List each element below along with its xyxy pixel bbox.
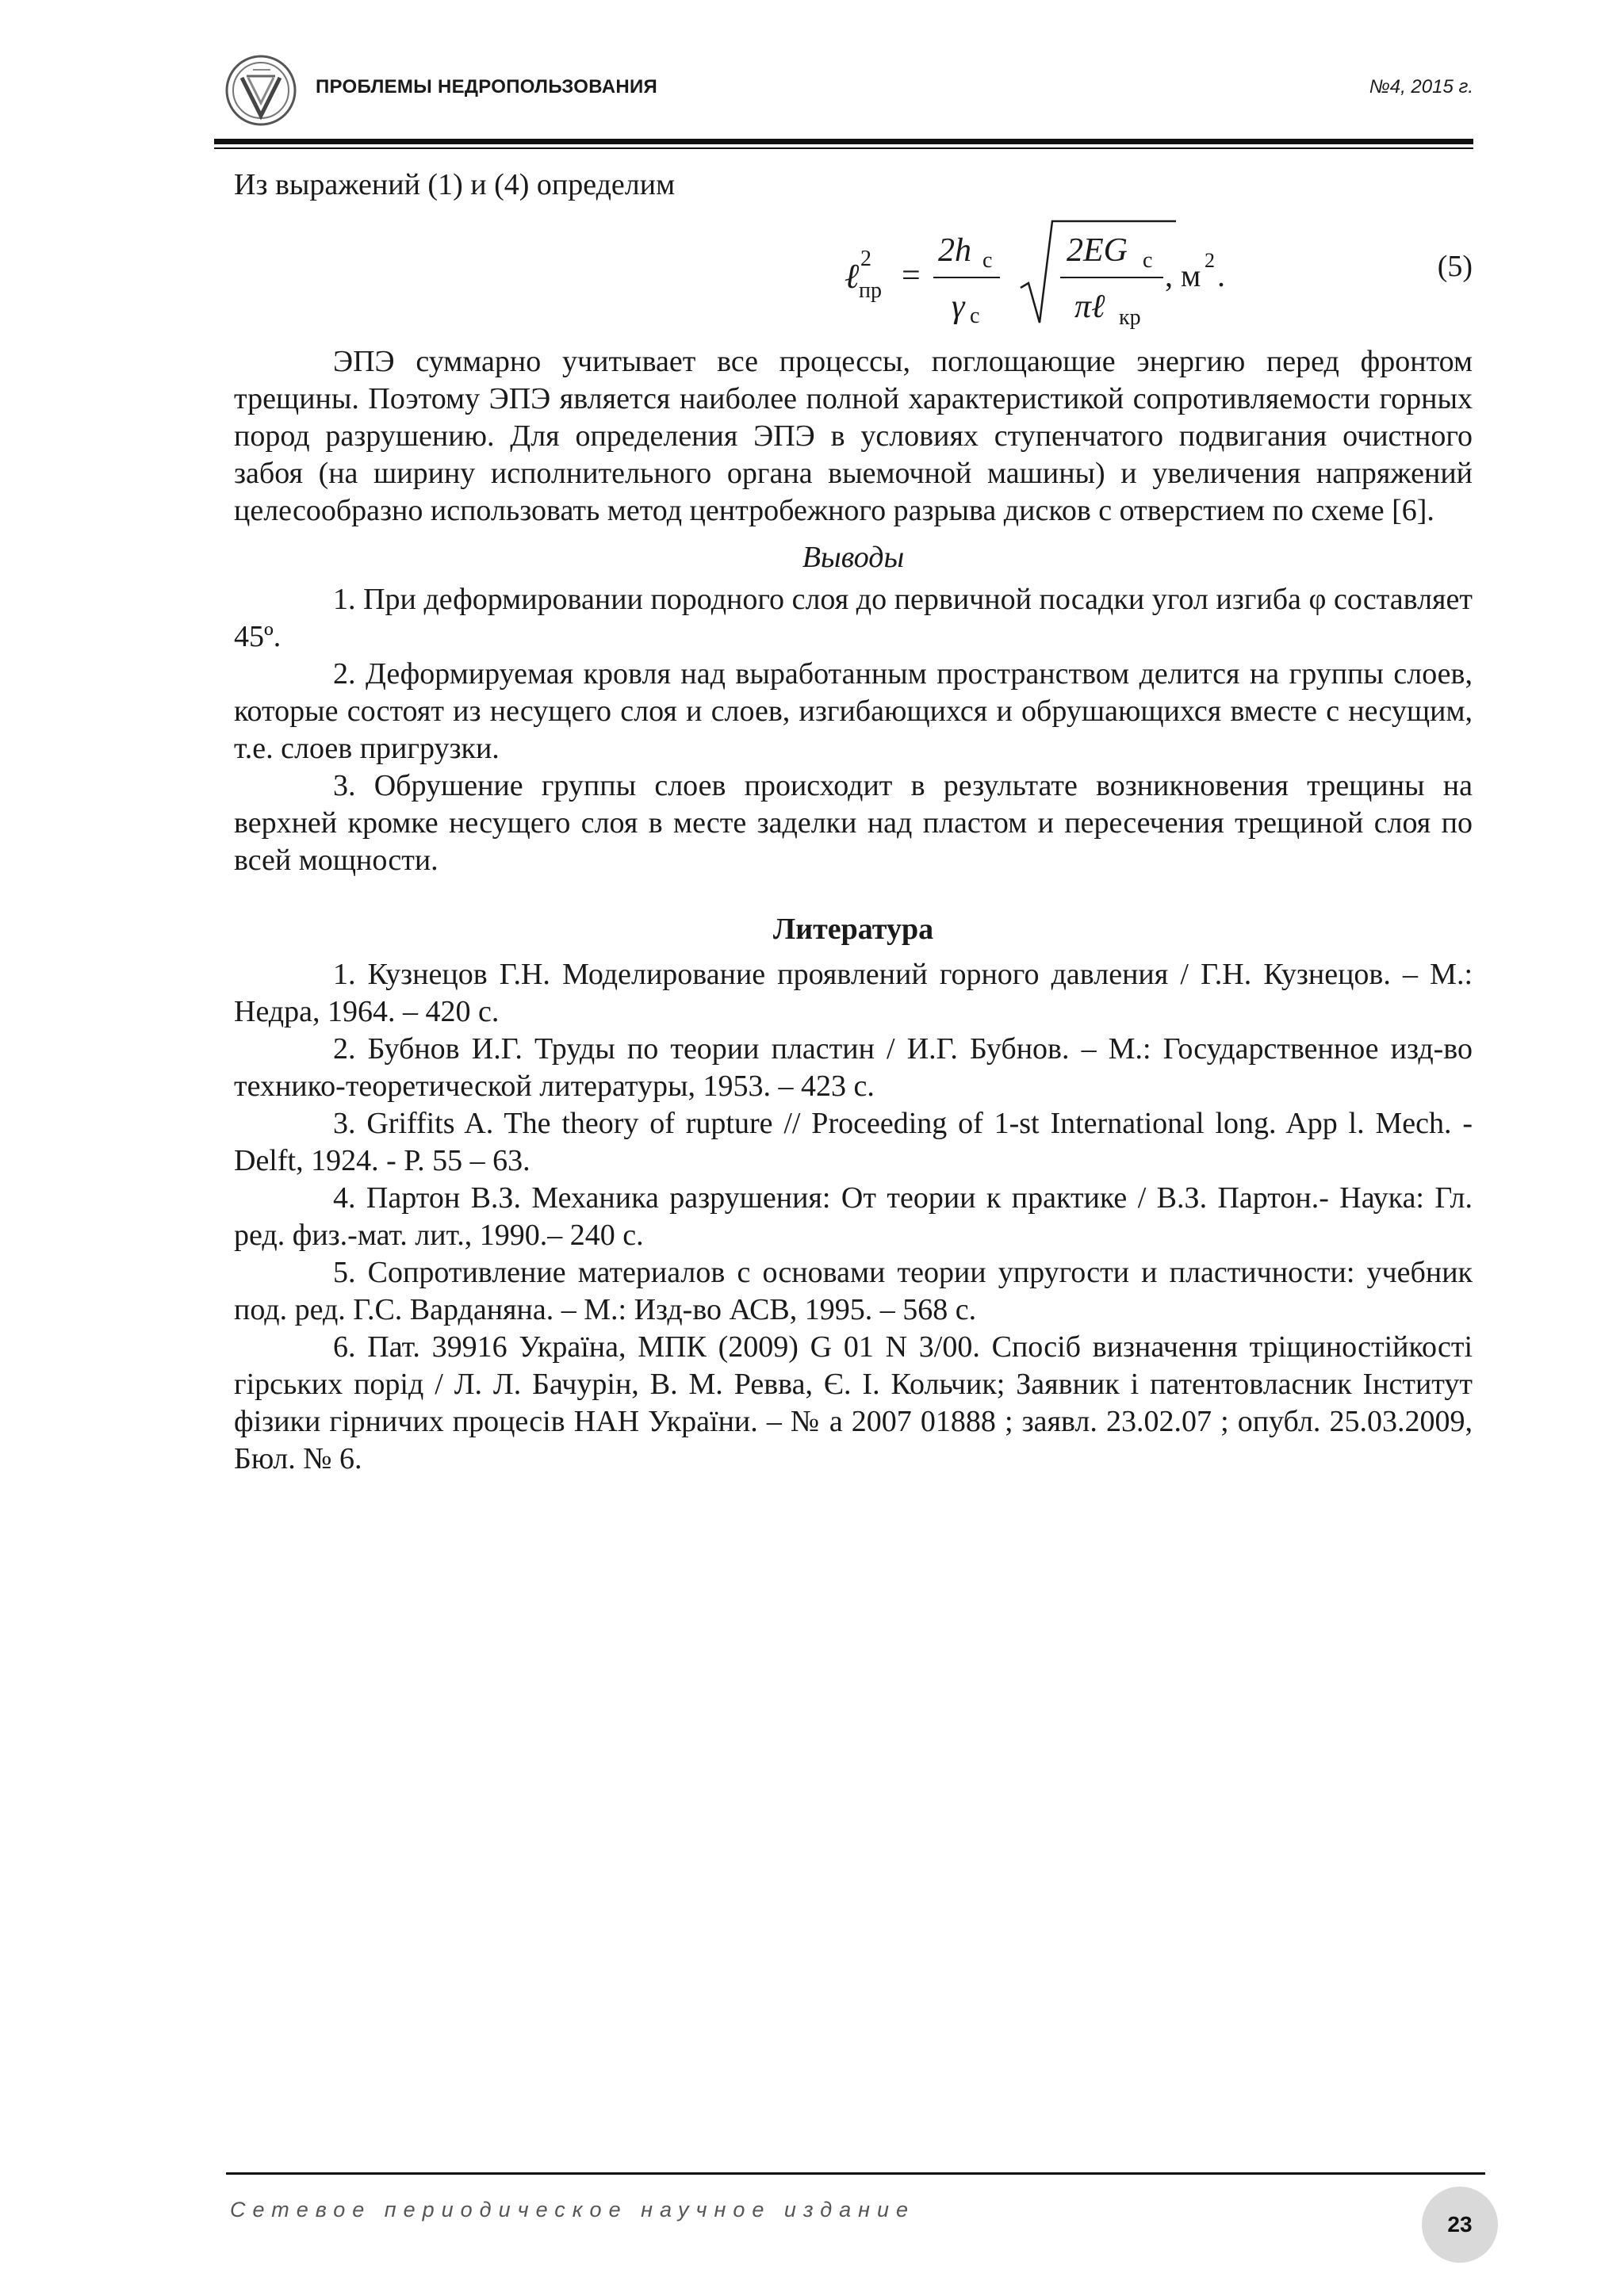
conclusion-item: 3. Обрушение группы слоев происходит в результате возникновения трещины на верхней кромке несущего слоя в месте заделки над пластом и пересечения трещиной слоя по всей мощности. [234,769,1473,877]
page-number: 23 [1447,2212,1473,2237]
issue-label: №4, 2015 г. [1369,76,1473,98]
frac2-numerator-sub: с [1143,248,1153,273]
footer-rule [226,2172,1485,2175]
frac1-numerator-sub: с [982,248,993,273]
frac1-numerator: 2h [938,232,971,269]
footer-tagline: Сетевое периодическое научное издание [230,2198,916,2221]
references-heading: Литература [772,913,934,946]
journal-logo [224,54,297,127]
frac2-denominator: πℓ [1074,289,1105,325]
epe-paragraph: ЭПЭ суммарно учитывает все процессы, поглощающие энергию перед фронтом трещины. Поэтому ЭПЭ является наиболее полной характеристикой сопротивляемости горных пород разрушению. Для определения ЭПЭ в условиях ступенчатого подвигания очистного забоя (на ширину исполнительного органа выемочной машины) и увеличения напряжений целесообразно использовать метод центробежного разрыва дисков с отверстием по схеме [6]. [234,345,1473,527]
formula [646,218,1328,329]
reference-item: 2. Бубнов И.Г. Труды по теории пластин / И.Г. Бубнов. – М.: Государственное изд-во технико-теоретической литературы, 1953. – 423 с. [234,1032,1473,1103]
equation-number: (5) [1437,250,1473,283]
formula-lhs-sub: пр [859,278,882,303]
conclusion-item: 1. При деформировании породного слоя до первичной посадки угол изгиба φ составляет 45º. [234,583,1473,653]
conclusions-heading: Выводы [802,541,905,574]
formula-equals: = [902,258,921,294]
formula-lhs: ℓ [845,257,860,296]
formula-unit-end: . [1217,258,1225,293]
page-content [234,166,1473,1478]
conclusion-item: 2. Деформируемая кровля над выработанным пространством делится на группы слоев, которые состоят из несущего слоя и слоев, изгибающихся и обрушающихся вместе с несущим, т.е. слоев пригрузки. [234,657,1473,765]
intro-line: Из выражений (1) и (4) определим [234,168,676,201]
frac1-denominator-sub: с [970,304,980,328]
journal-title: ПРОБЛЕМЫ НЕДРОПОЛЬЗОВАНИЯ [316,76,658,98]
frac2-denominator-sub: кр [1119,305,1141,329]
frac2-numerator: 2EG [1067,232,1128,269]
equation-5 [234,218,1473,329]
reference-item: 6. Пат. 39916 Україна, МПК (2009) G 01 N 3/00. Спосіб визначення тріщиностійкості гірських порід / Л. Л. Бачурін, В. М. Ревва, Є. І. Кольчик; Заявник і патентовласник Інститут фізики гірничих процесів НАН України. – № а 2007 01888 ; заявл. 23.02.07 ; опубл. 25.03.2009, Бюл. № 6. [234,1330,1473,1475]
header-rule [214,139,1473,144]
reference-item: 4. Партон В.З. Механика разрушения: От теории к практике / В.З. Партон.- Наука: Гл. ред. физ.-мат. лит., 1990.– 240 с. [234,1181,1473,1252]
formula-unit-sup: 2 [1205,249,1215,272]
formula-lhs-sup: 2 [860,247,871,271]
frac1-denominator: γ [952,289,965,325]
reference-item: 3. Griffits A. The theory of rupture // Proceeding of 1-st International long. App l. Mech. - Delft, 1924. - P. 55 – 63. [234,1107,1473,1177]
formula-unit: , м [1165,258,1201,293]
reference-item: 5. Сопротивление материалов с основами теории упругости и пластичности: учебник под. ред. Г.С. Варданяна. – М.: Изд-во АСВ, 1995. – 568 с. [234,1256,1473,1326]
reference-item: 1. Кузнецов Г.Н. Моделирование проявлений горного давления / Г.Н. Кузнецов. – М.: Недра, 1964. – 420 с. [234,958,1473,1028]
header-rule-thin [214,147,1473,149]
